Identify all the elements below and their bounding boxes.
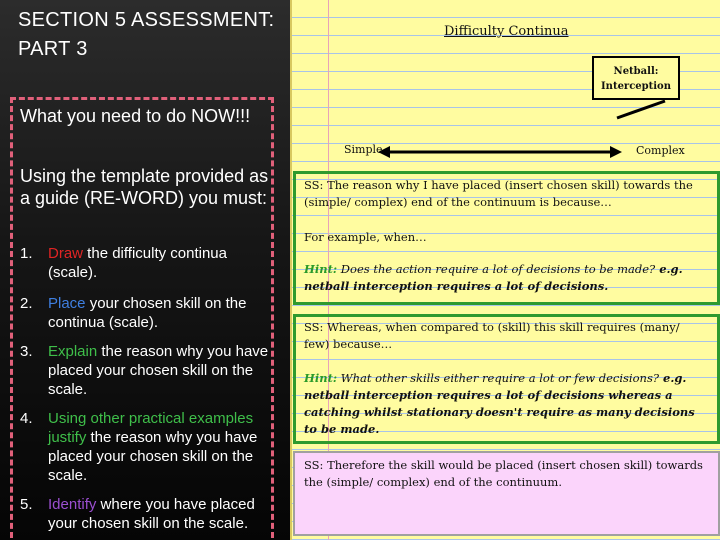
hint-question: What other skills either require a lot or few decisions? [337, 371, 660, 385]
using-heading: Using the template provided as a guide (RE-WORD) you must: [20, 166, 269, 208]
step-number: 5. [20, 496, 33, 513]
box3-sentence: SS: Therefore the skill would be placed (insert chosen skill) towards the (simple/ complex) end of the continuum. [304, 458, 703, 489]
interception-label: Interception [601, 81, 671, 92]
slide-title: SECTION 5 ASSESSMENT: PART 3 [18, 9, 275, 60]
list-item [20, 342, 272, 399]
label-simple: Simple [344, 143, 383, 156]
step-number: 3. [20, 343, 33, 360]
label-complex: Complex [636, 144, 685, 157]
step-number: 4. [20, 410, 33, 427]
need-heading: What you need to do NOW!!! [20, 106, 251, 126]
box2-sentence: SS: Whereas, when compared to (skill) this skill requires (many/ few) because… [304, 320, 680, 351]
box1-example: For example, when… [304, 230, 427, 244]
netball-label: Netball: [613, 66, 659, 77]
step-text: the reason why you have placed your chosen skill on the scale. [48, 429, 258, 484]
box1-sentence: SS: The reason why I have placed (insert chosen skill) towards the (simple/ complex) end of the continuum is because… [304, 178, 693, 209]
diagram-title: Difficulty Continua [444, 24, 569, 39]
step-keyword: Explain [48, 343, 98, 360]
step-text: the difficulty continua (scale). [48, 245, 227, 281]
hint-question: Does the action require a lot of decisions to be made? [337, 262, 656, 276]
hint-example: e.g. netball interception requires a lot of decisions. [304, 262, 683, 293]
step-number: 2. [20, 295, 33, 312]
hint-label: Hint: [304, 262, 338, 276]
box1-hint [304, 261, 708, 295]
step-number: 1. [20, 245, 33, 262]
list-item [20, 495, 272, 533]
step-text: your chosen skill on the continua (scale). [48, 295, 247, 331]
step-keyword: Place [48, 295, 86, 312]
left-panel [0, 0, 290, 540]
step-keyword: Using other practical examples justify [48, 410, 254, 446]
list-item [20, 409, 272, 485]
steps-list [20, 244, 272, 533]
step-text: where you have placed your chosen skill on the scale. [48, 496, 255, 532]
list-item [20, 244, 272, 282]
arrow-right-icon [610, 146, 622, 158]
hint-label: Hint: [304, 371, 338, 385]
notebook-panel [290, 0, 720, 540]
step-keyword: Identify [48, 496, 97, 513]
box2-hint [304, 370, 708, 438]
hint-example: e.g. netball interception requires a lot of decisions whereas a catching whilst stationary doesn't require as many decisions to be made. [304, 371, 695, 436]
list-item [20, 294, 272, 332]
step-text: the reason why you have placed your chosen skill on the scale. [48, 343, 269, 398]
pointer-line [617, 101, 665, 118]
step-keyword: Draw [48, 245, 84, 262]
